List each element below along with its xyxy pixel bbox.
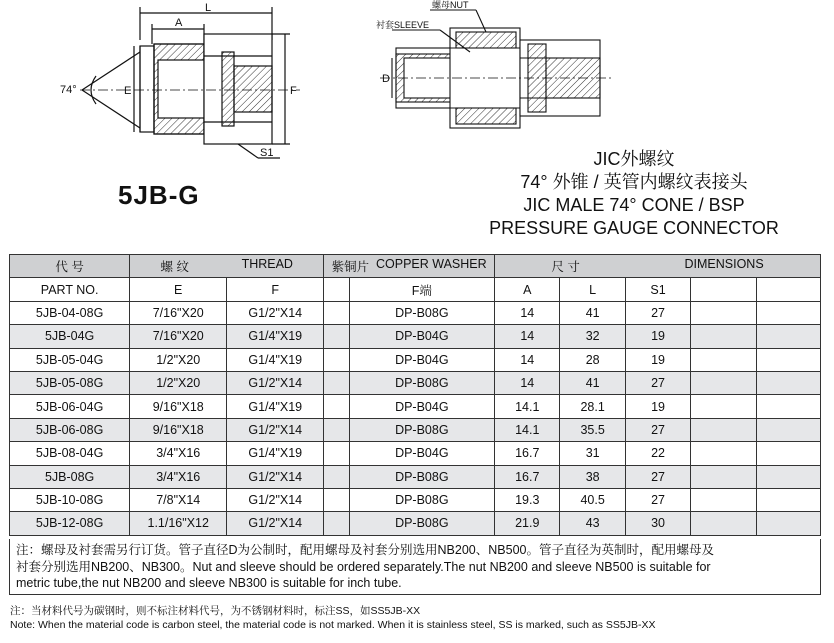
table-row (10, 301, 821, 324)
cell-e: 1/2"X20 (130, 348, 227, 371)
header-f-end: F端 (349, 278, 495, 301)
cell-part: 5JB-08-04G (10, 442, 130, 465)
title-line-2: 74° 外锥 / 英管内螺纹表接头 (520, 172, 748, 192)
cell-s1: 27 (625, 301, 690, 324)
cell-washer: DP-B08G (349, 512, 495, 535)
cell-part: 5JB-08G (10, 465, 130, 488)
cell-s1: 19 (625, 325, 690, 348)
cell-a: 14 (495, 371, 560, 394)
header-f: F (227, 278, 324, 301)
cell-washer: DP-B08G (349, 301, 495, 324)
cell-part: 5JB-06-04G (10, 395, 130, 418)
cell-washer: DP-B08G (349, 418, 495, 441)
table-row (10, 488, 821, 511)
cell-s1: 27 (625, 371, 690, 394)
dim-a-label: A (175, 17, 183, 29)
cell-f: G1/2"X14 (227, 488, 324, 511)
cell-part: 5JB-04G (10, 325, 130, 348)
cell-a: 14 (495, 325, 560, 348)
sleeve-label: 衬套SLEEVE (376, 20, 430, 30)
cell-f: G1/2"X14 (227, 465, 324, 488)
header-part-no: PART NO. (10, 278, 130, 301)
cell-e: 1.1/16"X12 (130, 512, 227, 535)
cell-f: G1/2"X14 (227, 301, 324, 324)
cell-washer: DP-B04G (349, 325, 495, 348)
nut-label: 螺母NUT (432, 0, 469, 10)
cell-a: 14.1 (495, 418, 560, 441)
model-code: 5JB-G (118, 180, 200, 210)
cell-part: 5JB-04-08G (10, 301, 130, 324)
cell-f: G1/2"X14 (227, 371, 324, 394)
header-e: E (130, 278, 227, 301)
cell-l: 35.5 (560, 418, 625, 441)
header-washer: 紫铜片 COPPER WASHER (324, 255, 495, 278)
table-header-row (10, 255, 821, 278)
title-line-4: PRESSURE GAUGE CONNECTOR (489, 218, 779, 238)
cell-f: G1/4"X19 (227, 442, 324, 465)
table-row (10, 512, 821, 535)
cell-s1: 19 (625, 395, 690, 418)
cell-l: 31 (560, 442, 625, 465)
cell-a: 14.1 (495, 395, 560, 418)
spec-table (9, 254, 821, 536)
title-line-1: JIC外螺纹 (593, 149, 675, 169)
cell-part: 5JB-05-08G (10, 371, 130, 394)
note-line-3: metric tube,the nut NB200 and sleeve NB300 is suitable for inch tube. (16, 576, 402, 590)
note-line-2: 衬套分别选用NB200、NB300。Nut and sleeve should be ordered separately.The nut NB200 and sleeve NB500 is suitable for (16, 559, 711, 574)
cell-s1: 27 (625, 418, 690, 441)
cell-a: 21.9 (495, 512, 560, 535)
cell-l: 43 (560, 512, 625, 535)
cell-washer: DP-B04G (349, 348, 495, 371)
table-row (10, 325, 821, 348)
dim-e-label: E (124, 85, 132, 97)
title-line-3: JIC MALE 74° CONE / BSP (523, 195, 745, 215)
dim-s1-label: S1 (260, 147, 274, 159)
dim-l-label: L (205, 2, 212, 14)
cell-s1: 27 (625, 465, 690, 488)
cell-washer: DP-B04G (349, 442, 495, 465)
material-footnote (10, 604, 655, 632)
cell-e: 7/16"X20 (130, 325, 227, 348)
cell-e: 7/16"X20 (130, 301, 227, 324)
cell-a: 19.3 (495, 488, 560, 511)
header-s1: S1 (625, 278, 690, 301)
cell-s1: 19 (625, 348, 690, 371)
cell-l: 28.1 (560, 395, 625, 418)
cell-washer: DP-B08G (349, 371, 495, 394)
cell-l: 41 (560, 301, 625, 324)
cell-part: 5JB-12-08G (10, 512, 130, 535)
header-dimensions: 尺 寸 DIMENSIONS (495, 255, 821, 278)
cell-s1: 30 (625, 512, 690, 535)
cell-l: 32 (560, 325, 625, 348)
header-l: L (560, 278, 625, 301)
cell-l: 40.5 (560, 488, 625, 511)
cell-e: 7/8"X14 (130, 488, 227, 511)
note-box (9, 539, 821, 595)
cell-part: 5JB-05-04G (10, 348, 130, 371)
cell-f: G1/4"X19 (227, 395, 324, 418)
cell-a: 16.7 (495, 442, 560, 465)
angle-label: 74° (60, 84, 77, 96)
cell-a: 16.7 (495, 465, 560, 488)
note-line-1: 注：螺母及衬套需另行订货。管子直径D为公制时，配用螺母及衬套分别选用NB200、NB500。管子直径为英制时，配用螺母及 (16, 543, 714, 557)
footnote-cn: 注：当材料代号为碳钢时，则不标注材料代号，为不锈钢材料时，标注SS，如SS5JB-XX (10, 605, 421, 617)
footnote-en: Note: When the material code is carbon steel, the material code is not marked. When it is stainless steel, SS is marked, such as SS5JB-XX (10, 619, 656, 631)
cell-f: G1/2"X14 (227, 418, 324, 441)
header-a: A (495, 278, 560, 301)
table-row (10, 442, 821, 465)
cell-washer: DP-B04G (349, 395, 495, 418)
cell-washer: DP-B08G (349, 488, 495, 511)
table-subheader-row (10, 278, 821, 301)
table-body (10, 301, 821, 535)
cell-part: 5JB-06-08G (10, 418, 130, 441)
table-row (10, 395, 821, 418)
cell-part: 5JB-10-08G (10, 488, 130, 511)
cell-s1: 27 (625, 488, 690, 511)
cell-e: 3/4"X16 (130, 465, 227, 488)
product-title (444, 148, 824, 240)
table-row (10, 465, 821, 488)
header-part-cn: 代 号 (10, 255, 130, 278)
dim-f-label: F (290, 85, 297, 97)
table-row (10, 371, 821, 394)
cell-e: 1/2"X20 (130, 371, 227, 394)
cell-e: 9/16"X18 (130, 418, 227, 441)
cell-a: 14 (495, 301, 560, 324)
cell-f: G1/4"X19 (227, 325, 324, 348)
fitting-side-view (80, 7, 300, 158)
cell-f: G1/4"X19 (227, 348, 324, 371)
cell-s1: 22 (625, 442, 690, 465)
table-row (10, 418, 821, 441)
cell-f: G1/2"X14 (227, 512, 324, 535)
cell-l: 41 (560, 371, 625, 394)
cell-e: 9/16"X18 (130, 395, 227, 418)
cell-a: 14 (495, 348, 560, 371)
cell-l: 28 (560, 348, 625, 371)
dim-d-label: D (382, 73, 390, 85)
cell-e: 3/4"X16 (130, 442, 227, 465)
table-row (10, 348, 821, 371)
cell-washer: DP-B08G (349, 465, 495, 488)
cell-l: 38 (560, 465, 625, 488)
header-thread: 螺 纹 THREAD (130, 255, 324, 278)
